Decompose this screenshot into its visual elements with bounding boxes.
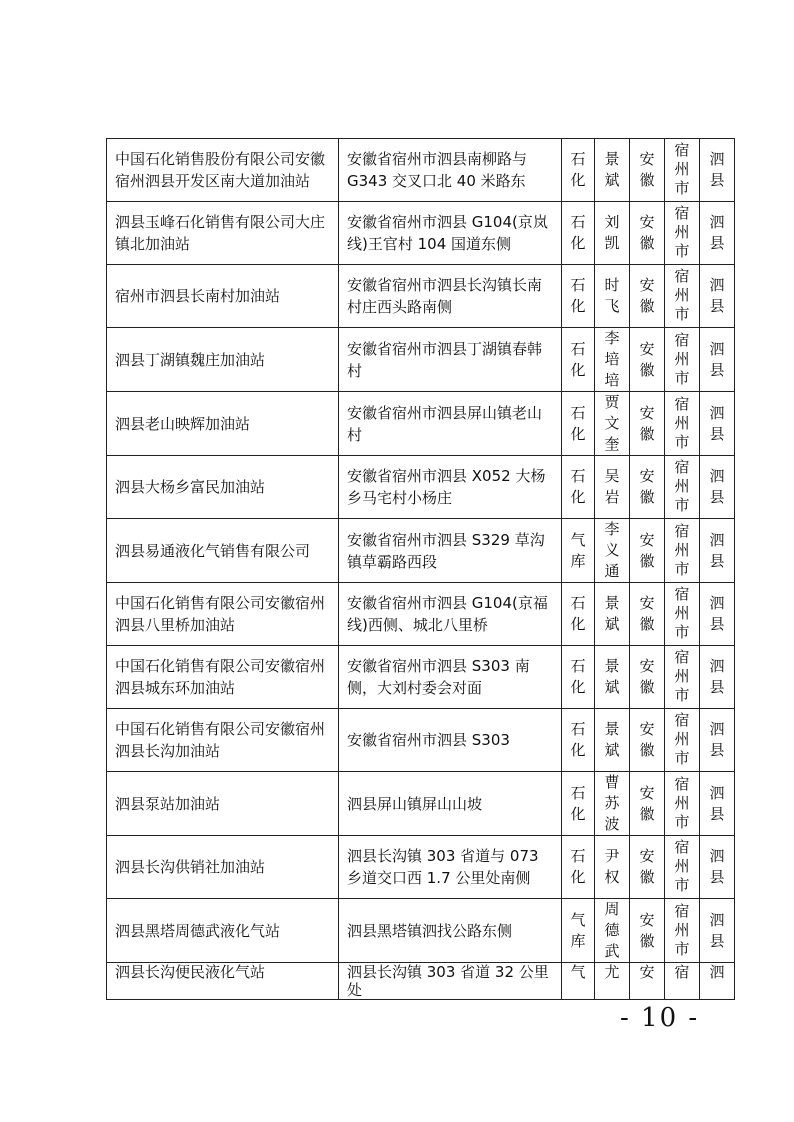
contact-person-text: 景斌 [604,594,620,633]
address-text: 安徽省宿州市泗县 G104(京岚线)王官村 104 国道东侧 [347,213,548,253]
address-text: 安徽省宿州市泗县 G104(京福线)西侧、城北八里桥 [347,594,548,634]
table-row [107,963,735,1000]
province-text: 安徽 [639,530,655,570]
county-cell [700,963,735,1000]
county-text: 泗县 [709,276,725,315]
city-cell [665,836,700,899]
table-row [107,899,735,963]
province-text: 安徽 [639,594,655,633]
contact-person-text: 李义通 [604,520,620,580]
table-row [107,519,735,583]
county-cell [700,836,735,899]
table-row [107,456,735,519]
city-text: 宿州市 [674,267,690,323]
address-cell [339,646,562,709]
contact-person-text: 景斌 [604,657,620,696]
contact-person-cell [595,963,630,1000]
page-number: - 10 - [620,1003,700,1033]
station-name-text: 泗县大杨乡富民加油站 [115,478,266,496]
table-row [107,583,735,646]
type-text: 石化 [570,339,586,379]
station-name-cell [107,392,339,456]
table-row [107,772,735,836]
address-cell [339,202,562,265]
province-text: 安徽 [639,276,655,315]
province-text: 安徽 [639,403,655,443]
station-name-cell [107,772,339,836]
contact-person-cell [595,583,630,646]
province-text: 安徽 [639,467,655,506]
city-cell [665,583,700,646]
station-name-cell [107,646,339,709]
address-cell [339,583,562,646]
province-text: 安徽 [639,847,655,886]
station-name-text: 泗县泵站加油站 [115,794,221,813]
type-cell [562,963,595,1000]
city-text: 宿州市 [674,394,690,451]
station-name-cell [107,709,339,772]
city-cell [665,963,700,1000]
province-cell [630,963,665,1000]
station-name-cell [107,456,339,519]
type-cell [562,202,595,265]
county-text: 泗县 [709,403,725,443]
type-cell [562,519,595,583]
province-text: 安徽 [639,150,655,189]
contact-person-text: 周德武 [604,900,620,960]
province-cell [630,456,665,519]
type-cell [562,836,595,899]
city-text: 宿 [674,963,690,981]
contact-person-text: 刘凯 [604,213,620,252]
county-cell [700,202,735,265]
address-cell [339,328,562,392]
station-name-cell [107,328,339,392]
type-cell [562,265,595,328]
province-text: 安徽 [639,783,655,823]
city-cell [665,139,700,202]
type-cell [562,392,595,456]
province-cell [630,646,665,709]
contact-person-text: 曹苏波 [604,773,620,833]
address-cell [339,899,562,963]
city-text: 宿州市 [674,521,690,578]
contact-person-cell [595,646,630,709]
city-text: 宿州市 [674,774,690,831]
province-cell [630,202,665,265]
province-text: 安徽 [639,910,655,950]
type-cell [562,772,595,836]
address-cell [339,709,562,772]
station-name-text: 中国石化销售股份有限公司安徽宿州泗县开发区南大道加油站 [115,150,326,190]
city-cell [665,392,700,456]
type-text: 石化 [570,847,586,886]
address-cell [339,519,562,583]
station-name-text: 泗县长沟供销社加油站 [115,858,266,876]
county-text: 泗县 [709,213,725,252]
county-text: 泗县 [709,783,725,823]
county-cell [700,265,735,328]
contact-person-cell [595,265,630,328]
type-text: 石化 [570,720,586,759]
address-cell [339,139,562,202]
type-text: 气库 [570,910,586,950]
station-name-cell [107,963,339,1000]
address-text: 安徽省宿州市泗县 S303 南侧，大刘村委会对面 [347,657,530,697]
type-cell [562,709,595,772]
address-text: 泗县长沟镇 303 省道与 073 乡道交口西 1.7 公里处南侧 [347,847,539,887]
station-name-text: 宿州市泗县长南村加油站 [115,287,281,305]
city-text: 宿州市 [674,204,690,260]
address-text: 安徽省宿州市泗县长沟镇长南村庄西头路南侧 [347,276,543,316]
county-cell [700,519,735,583]
station-name-text: 中国石化销售有限公司安徽宿州泗县八里桥加油站 [115,594,326,634]
type-cell [562,646,595,709]
address-text: 泗县屏山镇屏山山坡 [347,794,483,813]
type-text: 气库 [570,530,586,570]
contact-person-cell [595,709,630,772]
type-text: 石化 [570,657,586,696]
contact-person-text: 尹权 [604,847,620,886]
station-name-text: 泗县黑塔周德武液化气站 [115,921,281,940]
type-text: 石化 [570,213,586,252]
station-name-cell [107,139,339,202]
county-cell [700,772,735,836]
address-cell [339,265,562,328]
city-text: 宿州市 [674,838,690,894]
city-cell [665,519,700,583]
type-text: 石化 [570,594,586,633]
table-row [107,392,735,456]
county-text: 泗县 [709,150,725,189]
county-cell [700,392,735,456]
station-name-cell [107,202,339,265]
city-cell [665,646,700,709]
station-name-cell [107,899,339,963]
station-name-text: 中国石化销售有限公司安徽宿州泗县城东环加油站 [115,657,326,697]
station-name-text: 泗县易通液化气销售有限公司 [115,541,311,560]
contact-person-cell [595,772,630,836]
contact-person-cell [595,836,630,899]
contact-person-cell [595,328,630,392]
city-text: 宿州市 [674,330,690,387]
address-cell [339,392,562,456]
city-cell [665,709,700,772]
address-text: 安徽省宿州市泗县 S329 草沟镇草霸路西段 [347,530,545,571]
station-name-text: 泗县老山映辉加油站 [115,414,251,433]
station-name-cell [107,519,339,583]
type-text: 石化 [570,150,586,189]
province-cell [630,519,665,583]
table-row [107,202,735,265]
table-row [107,265,735,328]
type-text: 气 [570,963,586,981]
county-text: 泗县 [709,467,725,506]
station-name-cell [107,583,339,646]
table-row [107,709,735,772]
city-cell [665,899,700,963]
address-text: 泗县黑塔镇泗找公路东侧 [347,921,513,940]
city-cell [665,328,700,392]
county-cell [700,899,735,963]
address-text: 安徽省宿州市泗县屏山镇老山村 [347,403,543,444]
table-body [107,139,735,1000]
address-cell [339,772,562,836]
county-text: 泗县 [709,720,725,759]
county-text: 泗县 [709,847,725,886]
contact-person-text: 吴岩 [604,467,620,506]
address-text: 安徽省宿州市泗县 X052 大杨乡马宅村小杨庄 [347,467,546,507]
contact-person-text: 尤 [604,963,620,981]
station-name-text: 泗县丁湖镇魏庄加油站 [115,350,266,369]
county-text: 泗县 [709,657,725,696]
contact-person-cell [595,519,630,583]
county-cell [700,646,735,709]
station-name-text: 泗县长沟便民液化气站 [115,963,266,981]
province-text: 安徽 [639,720,655,759]
contact-person-cell [595,392,630,456]
county-cell [700,709,735,772]
address-text: 泗县长沟镇 303 省道 32 公里处 [347,963,549,999]
province-cell [630,328,665,392]
type-cell [562,328,595,392]
table-row [107,646,735,709]
province-text: 安 [639,963,655,981]
province-cell [630,583,665,646]
city-cell [665,772,700,836]
station-name-text: 泗县玉峰石化销售有限公司大庄镇北加油站 [115,213,326,253]
type-cell [562,583,595,646]
county-cell [700,456,735,519]
type-cell [562,899,595,963]
province-text: 安徽 [639,213,655,252]
city-text: 宿州市 [674,648,690,704]
province-cell [630,265,665,328]
contact-person-cell [595,456,630,519]
province-cell [630,709,665,772]
contact-person-text: 景斌 [604,720,620,759]
county-text: 泗县 [709,530,725,570]
type-cell [562,139,595,202]
province-text: 安徽 [639,339,655,379]
county-text: 泗县 [709,339,725,379]
type-text: 石化 [570,783,586,823]
province-cell [630,899,665,963]
contact-person-cell [595,139,630,202]
province-cell [630,139,665,202]
province-text: 安徽 [639,657,655,696]
province-cell [630,772,665,836]
type-text: 石化 [570,403,586,443]
county-text: 泗县 [709,594,725,633]
city-text: 宿州市 [674,141,690,197]
province-cell [630,836,665,899]
county-cell [700,328,735,392]
province-cell [630,392,665,456]
city-cell [665,456,700,519]
contact-person-text: 李培培 [604,329,620,389]
contact-person-text: 景斌 [604,150,620,189]
station-name-cell [107,836,339,899]
table-row [107,328,735,392]
gas-station-table [106,138,735,1000]
contact-person-text: 时飞 [604,276,620,315]
city-text: 宿州市 [674,711,690,767]
city-text: 宿州市 [674,901,690,958]
county-cell [700,583,735,646]
contact-person-text: 贾文奎 [604,393,620,453]
city-cell [665,265,700,328]
type-text: 石化 [570,276,586,315]
contact-person-cell [595,899,630,963]
city-text: 宿州市 [674,458,690,514]
contact-person-cell [595,202,630,265]
city-text: 宿州市 [674,585,690,641]
table-row [107,139,735,202]
address-text: 安徽省宿州市泗县丁湖镇春韩村 [347,339,543,380]
address-text: 安徽省宿州市泗县南柳路与G343 交叉口北 40 米路东 [347,150,528,190]
county-text: 泗县 [709,910,725,950]
station-name-cell [107,265,339,328]
address-text: 安徽省宿州市泗县 S303 [347,731,510,749]
station-name-text: 中国石化销售有限公司安徽宿州泗县长沟加油站 [115,720,326,760]
county-cell [700,139,735,202]
address-cell [339,456,562,519]
type-text: 石化 [570,467,586,506]
city-cell [665,202,700,265]
table-row [107,836,735,899]
address-cell [339,963,562,1000]
type-cell [562,456,595,519]
address-cell [339,836,562,899]
county-text: 泗 [709,963,725,981]
